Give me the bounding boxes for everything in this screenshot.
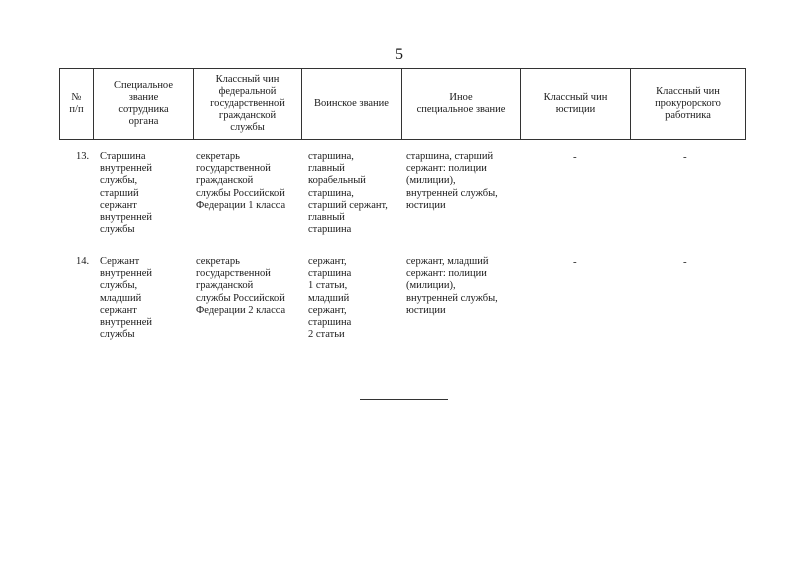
header-num: № п/п: [60, 69, 94, 140]
row-14-class-rank-prosecutor: -: [683, 256, 687, 268]
row-13-other-special-rank: старшина, старший сержант: полиции (милиции), внутренней службы, юстиции: [406, 151, 498, 211]
header-class-rank-justice: Классный чин юстиции: [521, 69, 631, 140]
header-class-rank-prosecutor: Классный чин прокурорского работника: [631, 69, 746, 140]
row-14-class-rank-justice: -: [573, 256, 577, 268]
row-13-military-rank: старшина, главный корабельный старшина, старший сержант, главный старшина: [308, 151, 388, 236]
header-other-special-rank: Иное специальное звание: [402, 69, 521, 140]
row-13-class-rank-prosecutor: -: [683, 151, 687, 163]
row-14-class-rank-civil: секретарь государственной гражданской службы Российской Федерации 2 класса: [196, 256, 286, 316]
row-13-num: 13.: [76, 151, 90, 162]
end-separator-line: [360, 399, 448, 400]
header-class-rank-civil: Классный чин федеральной государственной гражданской службы: [194, 69, 302, 140]
page-number: 5: [395, 46, 403, 63]
row-13-class-rank-civil: секретарь государственной гражданской службы Российской Федерации 1 класса: [196, 151, 286, 211]
row-13-class-rank-justice: -: [573, 151, 577, 163]
row-14-other-special-rank: сержант, младший сержант: полиции (милиции), внутренней службы, юстиции: [406, 256, 498, 316]
row-13-special-rank: Старшина внутренней службы, старший сержант внутренней службы: [100, 151, 152, 236]
rank-table-header: [59, 68, 746, 140]
row-14-military-rank: сержант, старшина 1 статьи, младший сержант, старшина 2 статьи: [308, 256, 352, 341]
row-14-special-rank: Сержант внутренней службы, младший сержант внутренней службы: [100, 256, 152, 341]
row-14-num: 14.: [76, 256, 90, 267]
header-military-rank: Воинское звание: [302, 69, 402, 140]
header-special-rank: Специальное звание сотрудника органа: [94, 69, 194, 140]
